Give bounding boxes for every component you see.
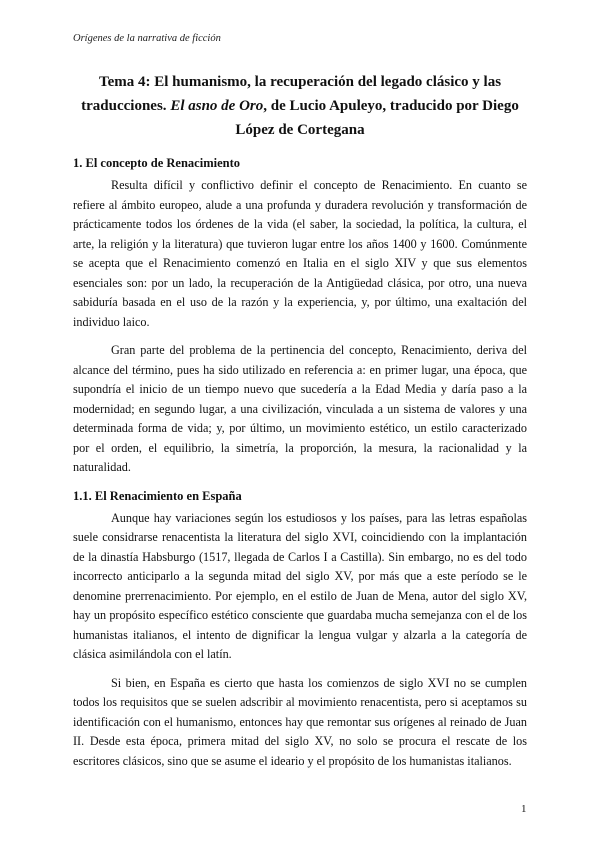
paragraph: Aunque hay variaciones según los estudiosos y los países, para las letras españolas suele considrarse renacentista la literatura del siglo XVI, coincidiendo con la implantación de la dinastía Habsburgo (1517, llegada de Carlos I a Castilla). Sin embargo, no es del todo incorrecto anticiparlo a la segunda mitad del siglo XV, por más que a este período se le denomine prerrenacimiento. Por ejemplo, en el estilo de Juan de Mena, autor del siglo XV, hay un propósito específico estético consciente que guardaba mucha semejanza con el de los humanistas italianos, el intento de dignificar la lengua vulgar y alzarla a la categoría de clásica asimilándola con el latín. (73, 510, 527, 661)
section-heading-1: 1. El concepto de Renacimiento (73, 156, 240, 170)
paragraph: Si bien, en España es cierto que hasta los comienzos de siglo XVI no se cumplen todos los requisitos que se suelen adscribir al movimiento renacentista, pero si aceptamos su identificación con el humanismo, entonces hay que remontar sus orígenes al reinado de Juan II. Desde esta época, primera mitad del siglo XV, no solo se procura el rescate de los escritores clásicos, sino que se asume el ideario y el propósito de los humanistas italianos. (73, 675, 527, 768)
title-italic-work: El asno de Oro (170, 98, 264, 114)
title-part-2: , de Lucio Apuleyo, traducido por Diego López de Cortegana (235, 98, 519, 138)
paragraph: Resulta difícil y conflictivo definir el concepto de Renacimiento. En cuanto se refiere al ámbito europeo, alude a una profunda y duradera revolución y transformación de prácticamente todos los órdenes de la vida (el saber, la sociedad, la política, la cultura, el arte, la religión y la literatura) que tuvieron lugar entre los años 1400 y 1600. Comúnmente se acepta que el Renacimiento comenzó en Italia en el siglo XIV y que sus elementos esenciales son: por un lado, la recuperación de la Antigüedad clásica, por otro, una nueva sabiduría basada en el uso de la razón y la experiencia, y, por último, una exaltación del individuo laico. (73, 178, 527, 329)
page-number: 1 (521, 803, 527, 815)
title-part-1: Tema 4: El humanismo, la recuperación del legado clásico y las traducciones. (81, 74, 502, 114)
paragraph: Gran parte del problema de la pertinencia del concepto, Renacimiento, deriva del alcance del término, pues ha sido utilizado en referencia a: en primer lugar, una época, que supondría el inicio de un tiempo nuevo que sucedería a la Edad Media y daría paso a la modernidad; en segundo lugar, a una civilización, vinculada a un sistema de valores y una determinada forma de vida; y, por último, un movimiento estético, un estilo caracterizado por el orden, el equilibrio, la simetría, la proporción, la mesura, la racionalidad y la naturalidad. (73, 343, 527, 474)
page-title (73, 70, 527, 142)
page-content (73, 70, 527, 780)
running-header: Orígenes de la narrativa de ficción (73, 33, 221, 44)
section-heading-1-1: 1.1. El Renacimiento en España (73, 488, 242, 503)
